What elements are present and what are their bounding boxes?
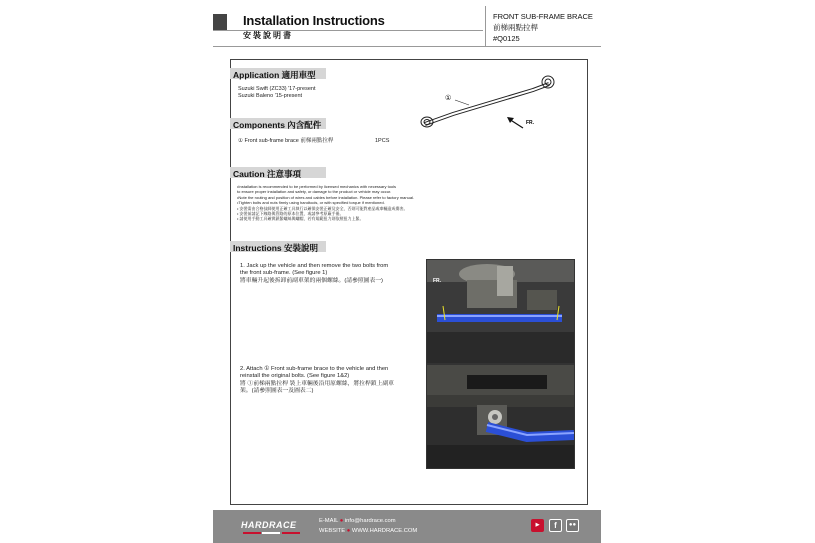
brace-diagram bbox=[413, 68, 573, 138]
header-corner-mark bbox=[213, 14, 227, 30]
brand-logo-stripe bbox=[243, 531, 300, 535]
component-item-qty: 1PCS bbox=[375, 138, 390, 144]
product-name: FRONT SUB-FRAME BRACE bbox=[493, 12, 593, 21]
page-title: Installation Instructions bbox=[243, 13, 385, 28]
footer-email bbox=[319, 518, 396, 524]
step-line: 1. Jack up the vehicle and then remove the two bolts from bbox=[240, 263, 389, 269]
caution-line: • 安裝需由合格技師使用正確工具執行以確保安裝正確及安全，否則可能對產品或車輛造成傷害。 bbox=[237, 205, 408, 211]
caution-line: • 安裝前請記下線路與管路的原本位置，或請參考原廠手冊。 bbox=[237, 211, 344, 217]
email-link[interactable]: info@hardrace.com bbox=[344, 518, 396, 524]
caution-line: • 請使用手動工具確實鎖緊螺絲與螺帽，若有規範扭力則依照扭力上緊。 bbox=[237, 216, 364, 222]
step-line: the front sub-frame. (See figure 1) bbox=[240, 270, 328, 277]
website-label: WEBSITE bbox=[319, 528, 346, 534]
instructions-heading: Instructions 安裝說明 bbox=[233, 243, 319, 253]
diagram-callout: ① bbox=[445, 94, 452, 102]
header-divider bbox=[485, 6, 486, 46]
direction-label: FR. bbox=[526, 120, 535, 126]
vehicle-item: Suzuki Baleno '15-present bbox=[238, 93, 303, 99]
footer bbox=[213, 510, 601, 543]
email-label: E-MAIL bbox=[319, 518, 339, 524]
caution-line: •Installation is recommended to be performed by licensed mechanics with necessary tools bbox=[237, 184, 397, 189]
caution-heading: Caution 注意事項 bbox=[233, 169, 301, 179]
figure-2-image bbox=[427, 365, 574, 468]
caution-line: to ensure proper installation and safety, or damage to the product or vehicle may occur. bbox=[237, 189, 392, 195]
vehicle-list bbox=[238, 86, 315, 100]
figure-2-photo bbox=[426, 364, 575, 469]
step-line: reinstall the original bolts. (See figure 1&2) bbox=[240, 373, 350, 380]
step-line: 將車輛升起後拆卸前副車架的兩個螺絲。(請參照圖表一) bbox=[240, 277, 383, 284]
page-title-zh: 安裝說明書 bbox=[243, 31, 293, 40]
facebook-icon[interactable]: f bbox=[549, 519, 562, 532]
step-1-text bbox=[240, 263, 420, 285]
bullet-icon: ● bbox=[339, 518, 344, 524]
youtube-icon[interactable]: ▶ bbox=[531, 519, 544, 532]
step-line: 將 ①前梯兩點拉桿 裝上車輛後沿用原螺絲，將拉桿鎖上副車 bbox=[240, 380, 394, 387]
step-2-text bbox=[240, 366, 420, 396]
component-item-name: ① Front sub-frame brace 前梯兩點拉桿 bbox=[238, 138, 334, 144]
figure-1-label: FR. bbox=[433, 278, 442, 284]
brand-logo: HARDRACE bbox=[241, 520, 297, 530]
product-info bbox=[493, 11, 593, 44]
bullet-icon: ● bbox=[346, 528, 351, 534]
header-rule-bottom bbox=[213, 46, 601, 47]
application-heading: Application 適用車型 bbox=[233, 70, 316, 80]
website-link[interactable]: WWW.HARDRACE.COM bbox=[351, 528, 418, 534]
figure-1-image bbox=[427, 260, 574, 363]
product-name-zh: 前梯兩點拉桿 bbox=[493, 23, 538, 32]
part-number: #Q0125 bbox=[493, 34, 520, 43]
wechat-icon[interactable]: ●● bbox=[566, 519, 579, 532]
vehicle-item: Suzuki Swift (ZC33) '17-present bbox=[238, 86, 316, 92]
figure-1-photo bbox=[426, 259, 575, 364]
forward-arrow-icon bbox=[507, 117, 523, 128]
footer-website bbox=[319, 528, 417, 534]
caution-line: •Tighten bolts and nuts firmly using handtools, or with specified torque if mentioned. bbox=[237, 200, 385, 206]
step-line: 2. Attach ① Front sub-frame brace to the vehicle and then bbox=[240, 366, 389, 372]
instruction-sheet bbox=[213, 0, 601, 543]
caution-line: •Note the routing and position of wires and cables before installation. Please refer to factory manual. bbox=[237, 194, 415, 200]
components-heading: Components 內含配件 bbox=[233, 120, 322, 130]
step-line: 架。(請參照圖表一及圖表二) bbox=[240, 388, 314, 395]
caution-list bbox=[237, 184, 497, 222]
